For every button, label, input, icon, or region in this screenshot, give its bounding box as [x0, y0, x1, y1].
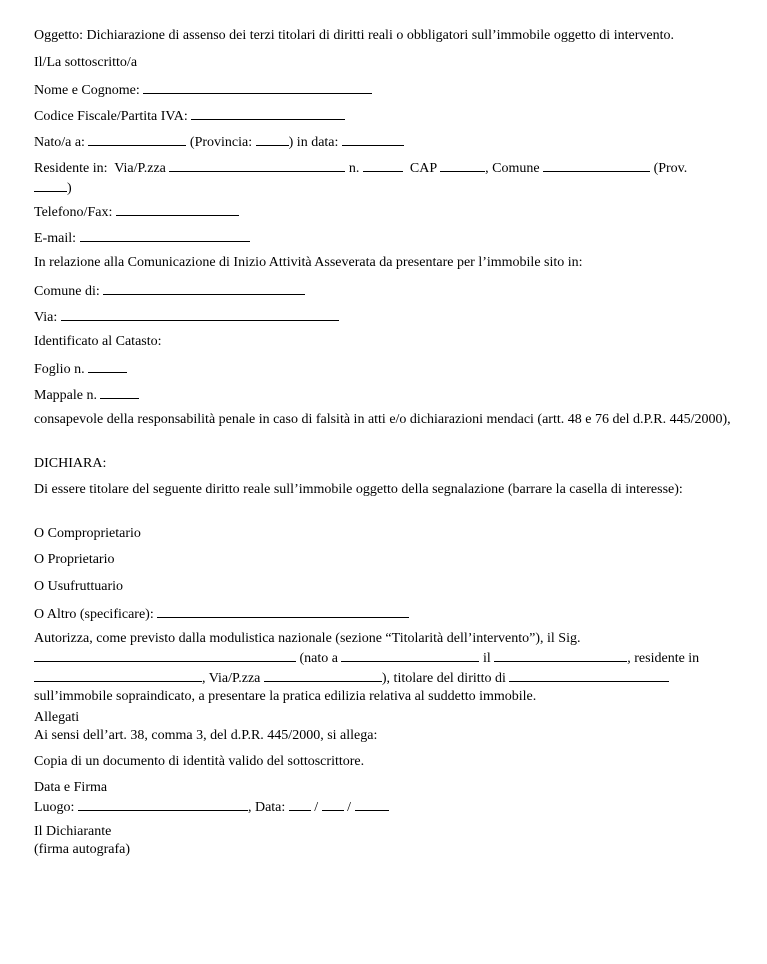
- residence-row: Residente in: Via/P.zza n. CAP , Comune (Prov. ): [34, 158, 746, 198]
- cadastre-label: Identificato al Catasto:: [34, 334, 162, 349]
- email-field[interactable]: [80, 228, 250, 242]
- residence-prov-field[interactable]: [34, 178, 67, 192]
- subject-line: Oggetto: Dichiarazione di assenso dei terzi titolari di diritti reali o obbligatori sull’immobile oggetto di intervento.: [34, 28, 674, 43]
- authorization-line-1: Autorizza, come previsto dalla modulistica nazionale (sezione “Titolarità dell’intervento”), il Sig.: [34, 631, 581, 646]
- mappale-field[interactable]: [100, 385, 139, 399]
- option-altro-row: [34, 604, 746, 624]
- attachment-item: Copia di un documento di identità valido del sottoscrittore.: [34, 754, 365, 769]
- tax-code-row: Codice Fiscale/Partita IVA:: [34, 106, 746, 126]
- awareness-text: consapevole della responsabilità penale in caso di falsità in atti e/o dichiarazioni mendaci (artt. 48 e 76 del d.P.R. 445/2000),: [34, 412, 731, 427]
- birth-row: Nato/a a: (Provincia: ) in data:: [34, 132, 746, 152]
- authorization-line-4: sull’immobile sopraindicato, a presentare la pratica edilizia relativa al suddetto immobile.: [34, 689, 537, 704]
- sign-title: Data e Firma: [34, 780, 108, 795]
- phone-row: Telefono/Fax:: [34, 202, 746, 222]
- place-date-row: Luogo: , Data: / /: [34, 797, 746, 817]
- birth-date-field[interactable]: [342, 132, 404, 146]
- authorized-birthdate-field[interactable]: [494, 648, 627, 662]
- residence-cap-field[interactable]: [440, 158, 485, 172]
- residence-number-field[interactable]: [363, 158, 403, 172]
- authorized-birthplace-field[interactable]: [341, 648, 479, 662]
- property-via-field[interactable]: [61, 307, 339, 321]
- birth-province-field[interactable]: [256, 132, 289, 146]
- email-row: E-mail:: [34, 228, 746, 248]
- date-month-field[interactable]: [322, 797, 344, 811]
- authorized-person-field[interactable]: [34, 648, 296, 662]
- residence-street-field[interactable]: [169, 158, 345, 172]
- birthplace-field[interactable]: [88, 132, 186, 146]
- option-altro[interactable]: O Altro (specificare):: [34, 607, 154, 622]
- attachments-title: Allegati: [34, 710, 80, 725]
- authorized-residence-field[interactable]: [34, 668, 202, 682]
- property-comune-row: Comune di:: [34, 281, 746, 301]
- option-proprietario[interactable]: O Proprietario: [34, 552, 115, 567]
- property-comune-field[interactable]: [103, 281, 305, 295]
- attachments-ref: Ai sensi dell’art. 38, comma 3, del d.P.R. 445/2000, si allega:: [34, 728, 378, 743]
- name-row: Nome e Cognome:: [34, 80, 746, 100]
- tax-code-field[interactable]: [191, 106, 345, 120]
- place-field[interactable]: [78, 797, 248, 811]
- foglio-field[interactable]: [88, 359, 127, 373]
- authorized-street-field[interactable]: [264, 668, 382, 682]
- declares-heading: DICHIARA:: [34, 456, 107, 471]
- relation-text: In relazione alla Comunicazione di Inizio Attività Asseverata da presentare per l’immobile sito in:: [34, 255, 583, 270]
- authorization-line-2: (nato a il , residente in: [34, 648, 746, 668]
- option-usufruttuario[interactable]: O Usufruttuario: [34, 579, 124, 594]
- date-day-field[interactable]: [289, 797, 311, 811]
- phone-field[interactable]: [116, 202, 239, 216]
- mappale-row: Mappale n.: [34, 385, 746, 405]
- foglio-row: Foglio n.: [34, 359, 746, 379]
- declarant-label: Il Dichiarante: [34, 824, 112, 839]
- holder-right-field[interactable]: [509, 668, 669, 682]
- property-via-row: Via:: [34, 307, 746, 327]
- date-year-field[interactable]: [355, 797, 389, 811]
- signature-note: (firma autografa): [34, 842, 130, 857]
- right-text: Di essere titolare del seguente diritto reale sull’immobile oggetto della segnalazione (barrare la casella di interesse):: [34, 482, 683, 497]
- signatory-label: Il/La sottoscritto/a: [34, 55, 138, 70]
- name-field[interactable]: [143, 80, 372, 94]
- authorization-paragraph: [34, 630, 746, 706]
- altro-field[interactable]: [157, 604, 409, 618]
- option-comproprietario[interactable]: O Comproprietario: [34, 526, 141, 541]
- residence-comune-field[interactable]: [543, 158, 650, 172]
- authorization-line-3: , Via/P.zza ), titolare del diritto di: [34, 668, 746, 688]
